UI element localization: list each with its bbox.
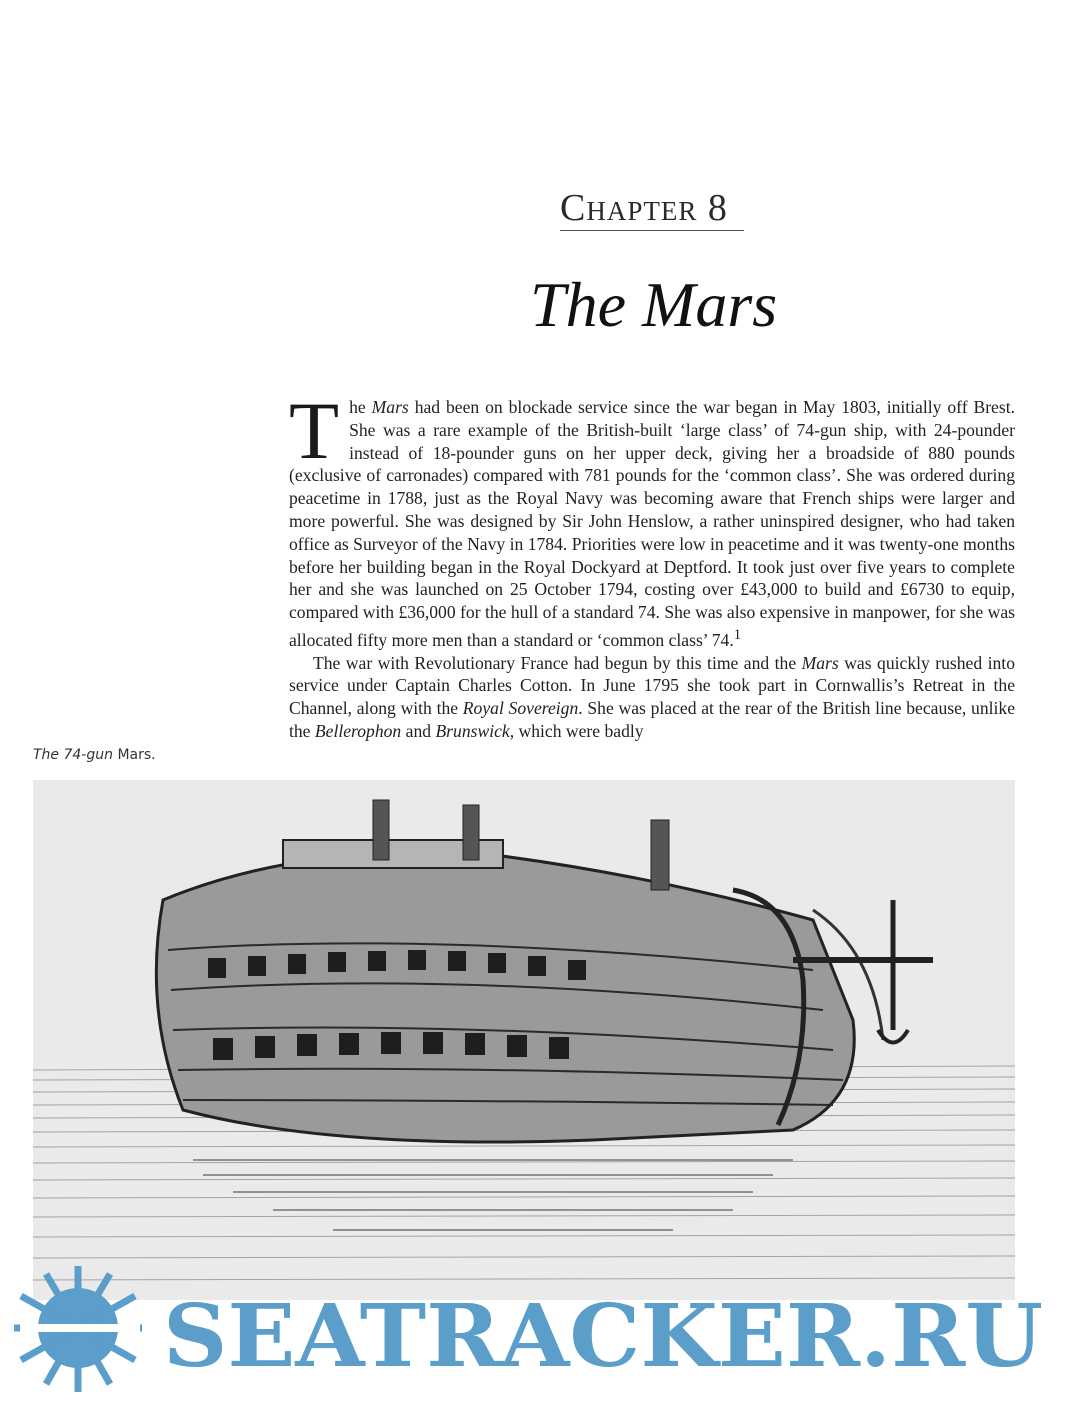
text-run: had been on blockade service since the war began in May 1803, initially off Brest. She was a rare example of the British-built ‘large class’ of 74-gun ship, with 24-pounder instead of 18-pounder guns on her upper deck, giving her a broadside of 880 pounds (exclusive of carronades) compared with 781 pounds for the ‘common class’. She was ordered during peacetime in 1788, just as the Royal Navy was becoming aware that French ships were larger and more powerful. She was designed by Sir John Henslow, a rather uninspired designer, who had taken office as Surveyor of the Navy in 1784. Priorities were low in peacetime and it was twenty-one months before her building began in the Royal Dockyard at Deptford. It took just over five years to complete her and she was launched on 25 October 1794, costing over £43,000 to build and £6730 to equip, compared with £36,000 for the hull of a standard 74. She was also expensive in manpower, for she was allocated fifty more men than a standard or ‘common class’ 74. xyxy=(289,397,1016,650)
paragraph-1-runs xyxy=(289,385,1016,650)
chapter-label: Chapter 8 xyxy=(560,187,728,229)
chapter-title: The Mars xyxy=(530,269,778,340)
paragraph-2 xyxy=(289,652,1015,743)
drop-cap: T xyxy=(289,385,340,476)
italic-run: Bellerophon xyxy=(314,721,402,742)
text-run: . She was placed at the rear of the British line because, unlike the xyxy=(289,698,1016,742)
ship-engraving xyxy=(33,780,1015,1300)
caption-italic: The 74-gun xyxy=(33,747,113,763)
text-run: he xyxy=(349,397,372,417)
text-run: was quickly rushed into service under Captain Charles Cotton. In June 1795 she took part in Cornwallis’s Retreat in the Channel, along with the xyxy=(289,652,1015,719)
chapter-rule xyxy=(560,230,744,231)
text-run: , which were badly xyxy=(509,721,644,742)
caption-rest: Mars. xyxy=(113,747,156,763)
figure-caption xyxy=(33,747,156,763)
italic-run: Royal Sovereign xyxy=(462,698,579,719)
italic-run: Brunswick xyxy=(435,721,510,742)
text-run: The war with Revolutionary France had begun by this time and the xyxy=(313,652,802,673)
paragraph-1 xyxy=(289,385,1016,652)
sun-logo-icon xyxy=(14,1266,142,1392)
italic-run: Mars xyxy=(371,397,409,417)
text-run: and xyxy=(401,721,436,742)
footnote-ref: 1 xyxy=(733,626,742,643)
ship-illustration xyxy=(33,780,1015,1300)
body-text xyxy=(289,385,1016,743)
italic-run: Mars xyxy=(801,652,839,673)
paragraph-2-runs xyxy=(289,653,1015,741)
watermark xyxy=(0,1262,1080,1406)
watermark-text: SEATRACKER.RU xyxy=(163,1286,1043,1387)
